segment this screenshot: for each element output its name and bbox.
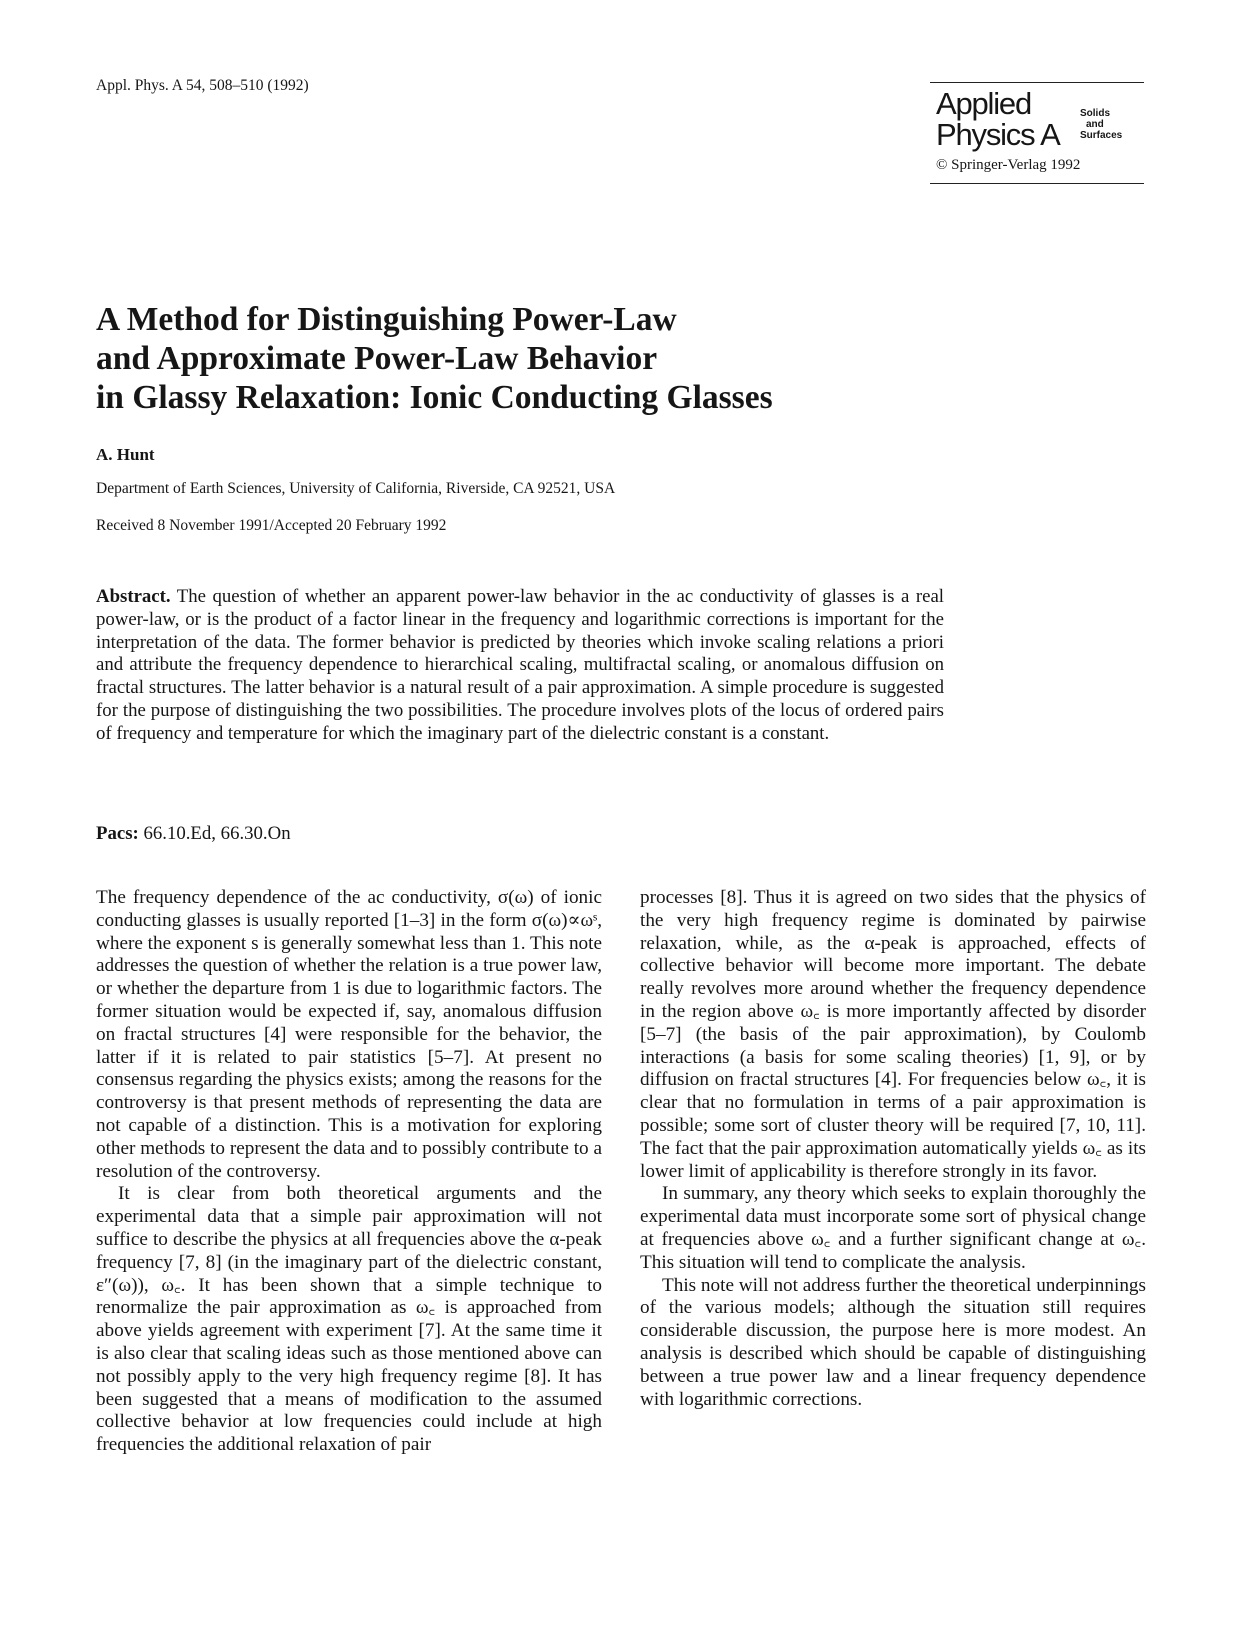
logo-applied: Applied (936, 86, 1032, 121)
abstract-label: Abstract. (96, 586, 171, 607)
body-paragraph: This note will not address further the theoretical underpinnings of the various models; although the situation still requires considerable discussion, the purpose here is more modest. An analysis is described which should be capable of distinguishing between a true power law and a linear frequency dependence with logarithmic corrections. (640, 1274, 1146, 1410)
logo-bottom-rule (930, 183, 1144, 184)
author-affiliation: Department of Earth Sciences, University of California, Riverside, CA 92521, USA (96, 480, 616, 497)
body-column-right (640, 887, 1146, 1411)
body-paragraph: In summary, any theory which seeks to explain thoroughly the experimental data must incorporate some sort of physical change at frequencies above ω꜀ and a further significant change at ω꜀. This situation will tend to complicate the analysis. (640, 1183, 1146, 1273)
author-name: A. Hunt (96, 445, 155, 464)
logo-solids: Solids (1080, 108, 1111, 119)
pacs-codes: 66.10.Ed, 66.30.On (143, 823, 291, 844)
logo-and: and (1086, 119, 1104, 130)
title-line: and Approximate Power-Law Behavior (96, 340, 658, 377)
pacs-line (96, 823, 291, 845)
body-paragraph: It is clear from both theoretical arguments and the experimental data that a simple pair approximation will not suffice to describe the physics at all frequencies above the α-peak frequency [7, 8] (in the imaginary part of the dielectric constant, ε″(ω)), ω꜀. It has been shown that a simple technique to renormalize the pair approximation as ω꜀ is approached from above yields agreement with experiment [7]. At the same time it is also clear that scaling ideas such as those mentioned above can not possibly apply to the very high frequency regime [8]. It has been suggested that a means of modification to the assumed collective behavior at low frequencies could include at high frequencies the additional relaxation of pair (96, 1183, 602, 1456)
abstract (96, 586, 944, 746)
publisher-copyright: © Springer-Verlag 1992 (936, 157, 1081, 173)
received-dates: Received 8 November 1991/Accepted 20 February 1992 (96, 517, 447, 534)
logo-surfaces: Surfaces (1080, 130, 1123, 141)
abstract-text: The question of whether an apparent power-law behavior in the ac conductivity of glasses is a real power-law, or is the product of a factor linear in the frequency and logarithmic corrections is important for the interpretation of the data. The former behavior is predicted by theories which invoke scaling relations a priori and attribute the frequency dependence to hierarchical scaling, multifractal scaling, or anomalous diffusion on fractal structures. The latter behavior is a natural result of a pair approximation. A simple procedure is suggested for the purpose of distinguishing the two possibilities. The procedure involves plots of the locus of ordered pairs of frequency and temperature for which the imaginary part of the dielectric constant is a constant. (96, 586, 945, 744)
body-paragraph: The frequency dependence of the ac conductivity, σ(ω) of ionic conducting glasses is usually reported [1–3] in the form σ(ω)∝ωˢ, where the exponent s is generally somewhat less than 1. This note addresses the question of whether the relation is a true power law, or whether the departure from 1 is due to logarithmic factors. The former situation would be expected if, say, anomalous diffusion on fractal structures [4] were responsible for the behavior, the latter if it is related to pair statistics [5–7]. At present no consensus regarding the physics exists; among the reasons for the controversy is that present methods of representing the data are not capable of a distinction. This is a motivation for exploring other methods to represent the data and to possibly contribute to a resolution of the controversy. (96, 887, 602, 1182)
body-paragraph: processes [8]. Thus it is agreed on two sides that the physics of the very high frequency regime is dominated by pairwise relaxation, while, as the α-peak is approached, effects of collective behavior will become more important. The debate really revolves more around whether the frequency dependence in the region above ω꜀ is more importantly affected by disorder [5–7] (the basis of the pair approximation), by Coulomb interactions (a basis for some scaling theories) [1, 9], or by diffusion on fractal structures [4]. For frequencies below ω꜀, it is clear that no formulation in terms of a pair approximation is possible; some sort of cluster theory will be required [7, 10, 11]. The fact that the pair approximation automatically yields ω꜀ as its lower limit of applicability is therefore strongly in its favor. (640, 887, 1146, 1182)
journal-citation: Appl. Phys. A 54, 508–510 (1992) (96, 77, 309, 94)
logo-physics-a: Physics A (936, 117, 1060, 152)
journal-logo (930, 82, 1144, 184)
pacs-label: Pacs: (96, 823, 139, 844)
title-line: in Glassy Relaxation: Ionic Conducting Glasses (96, 379, 773, 416)
body-column-left (96, 887, 602, 1457)
article-title (96, 300, 773, 417)
logo-wordmark (930, 83, 1144, 151)
title-line: A Method for Distinguishing Power-Law (96, 301, 677, 338)
